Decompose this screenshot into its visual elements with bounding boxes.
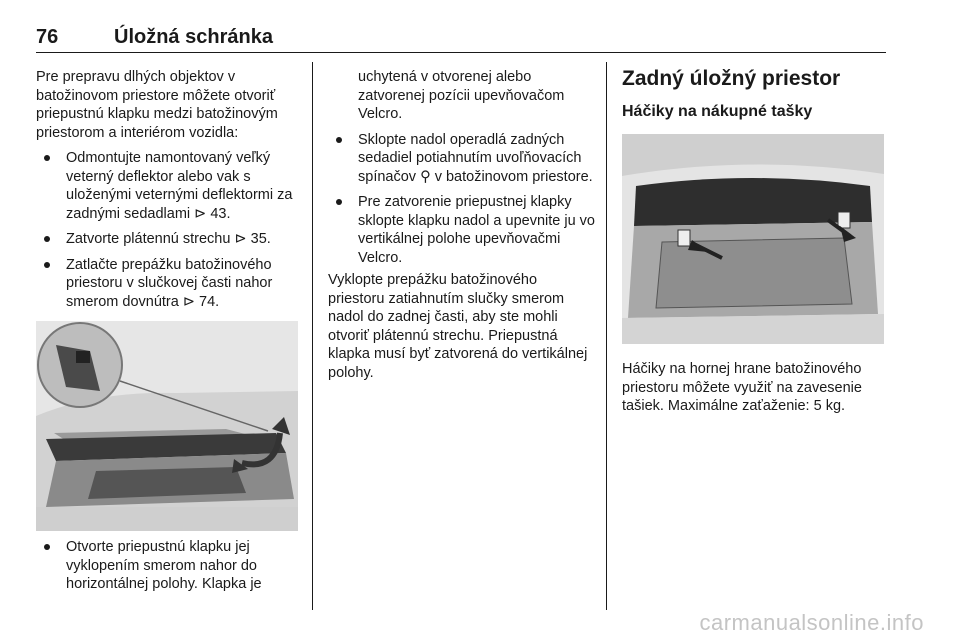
list-item: Sklopte nadol operadlá zadných sedadiel potiahnutím uvoľňovacích spínačov ⚲ v batožinovom priestore. [328,131,596,187]
column-divider-2 [606,62,607,610]
column-divider-1 [312,62,313,610]
column-3 [622,66,886,416]
intro-paragraph: Pre prepravu dlhých objektov v batožinovom priestore môžete otvoriť priepustnú klapku medzi batožinovým priestorom a interiérom vozidla: [36,69,278,141]
list-item: Zatvorte plátennú strechu ⊳ 35. [36,230,302,249]
section-title: Zadný úložný priestor [622,67,841,90]
list-item: Pre zatvorenie priepustnej klapky sklopte klapku nadol a upevnite ju vo vertikálnej polohe upevňovačmi Velcro. [328,193,596,267]
list-item: Otvorte priepustnú klapku jej vyklopením smerom nahor do horizontálnej polohy. Klapka je [36,538,302,594]
bullet-list-2 [36,538,302,594]
shopping-bag-hooks-figure [622,134,884,344]
header-rule [36,52,886,53]
page-number: 76 [36,26,59,48]
column-1 [36,68,302,594]
figure-caption: Háčiky na hornej hrane batožinového priestoru môžete využiť na zavesenie tašiek. Maximálne zaťaženie: 5 kg. [622,361,862,414]
bullet-list-1 [36,149,302,311]
subsection-title: Háčiky na nákupné tašky [622,103,813,120]
list-item: Zatlačte prepážku batožinového priestoru v slučkovej časti nahor smerom dovnútra ⊳ 74. [36,256,302,312]
list-item-continued: uchytená v otvorenej alebo zatvorenej pozícii upevňovačom Velcro. [358,69,565,122]
watermark: carmanualsonline.info [699,610,924,635]
page-header [36,26,884,54]
list-item: Odmontujte namontovaný veľký veterný deflektor alebo vak s uloženými veternými deflektormi za zadnými sedadlami ⊳ 43. [36,149,302,223]
body-paragraph: Vyklopte prepážku batožinového priestoru zatiahnutím slučky smerom nadol do zadnej časti, aby ste mohli otvoriť plátennú strechu. Priepustná klapka musí byť zatvorená do vertikálnej polohy. [328,272,588,381]
bullet-list-3 [328,68,596,267]
trunk-partition-figure [36,321,298,531]
column-2 [328,68,596,382]
page-title: Úložná schránka [114,26,273,48]
